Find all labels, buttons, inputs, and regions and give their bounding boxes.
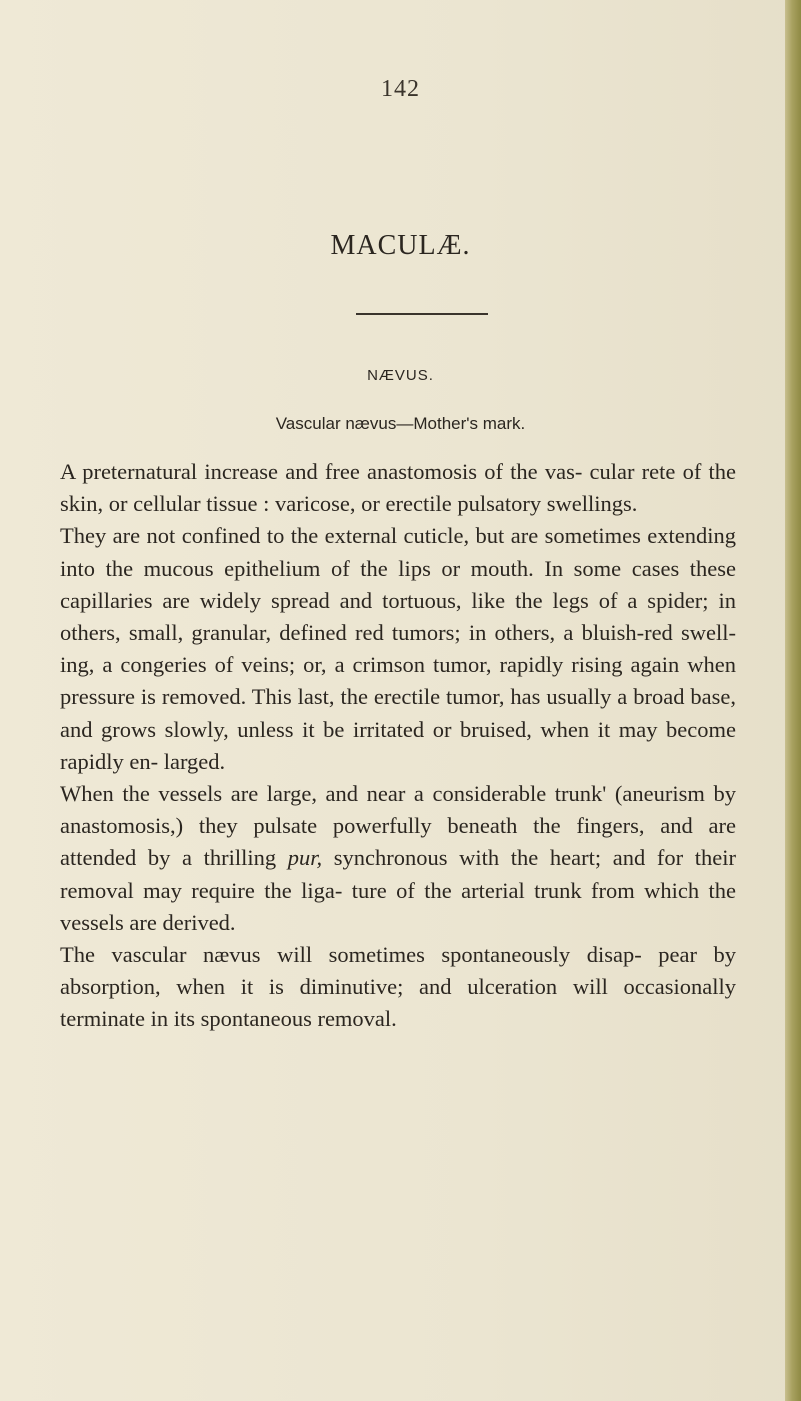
title-rule [356, 313, 488, 315]
paragraph-2: They are not confined to the external cuticle, but are sometimes extending into the mucous epithelium of the lips or mouth. In some cases these capillaries are widely spread and tortuous, like the legs of a spider; in others, small, granular, defined red tumors; in others, a bluish-red swell- ing, a congeries of veins; or, a crimson tumor, rapidly rising again when pressure is removed. This last, the erectile tumor, has usually a broad base, and grows slowly, unless it be irritated or bruised, when it may become rapidly en- larged. [60, 523, 736, 774]
paragraph-3-part-1: When the vessels are large, and near a considerable trunk' (aneurism by anastomosis,) they pulsate powerfully beneath the fingers, and are attended by a thrilling [60, 781, 736, 871]
section-heading: NÆVUS. [367, 367, 434, 384]
chapter-title: MACULÆ. [330, 230, 471, 261]
page-number: 142 [381, 76, 420, 102]
page-edge [785, 0, 801, 1401]
paragraph-3 [60, 778, 736, 939]
paragraph-3-part-2: synchronous with the heart; and for their removal may require the liga- ture of the arterial trunk from which the vessels are derived. [60, 845, 736, 935]
section-subheading: Vascular nævus—Mother's mark. [275, 414, 526, 433]
paragraph-3-italic: pur, [287, 845, 323, 871]
paragraph-4: The vascular nævus will sometimes spontaneously disap- pear by absorption, when it is diminutive; and ulceration will occasionally terminate in its spontaneous removal. [60, 942, 736, 1032]
body-text [60, 456, 736, 1036]
paragraph-1: A preternatural increase and free anastomosis of the vas- cular rete of the skin, or cellular tissue : varicose, or erectile pulsatory swellings. [60, 459, 736, 517]
